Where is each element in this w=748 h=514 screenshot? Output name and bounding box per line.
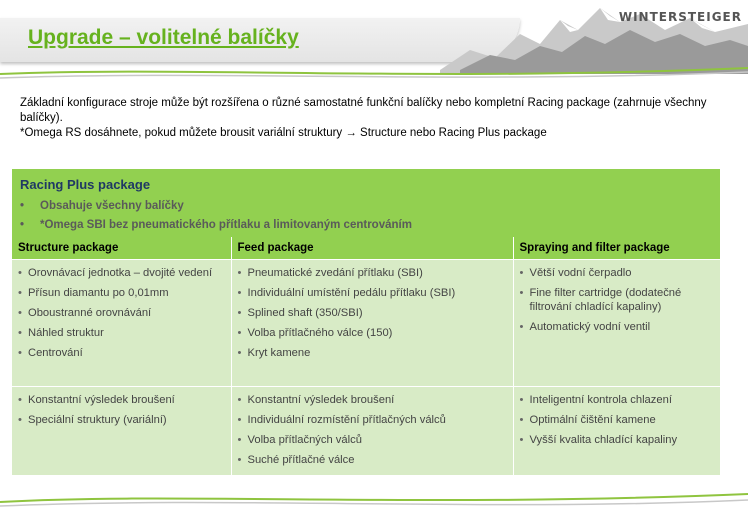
list-item: • Suché přítlačné válce — [238, 453, 507, 467]
list-item: • Optimální čištění kamene — [520, 413, 714, 427]
header — [0, 0, 748, 82]
list-item: • *Omega SBI bez pneumatického přítlaku a limitovaným centrováním — [18, 216, 412, 235]
intro-paragraph: Základní konfigurace stroje může být rozšířena o různé samostatné funkční balíčky nebo kompletní Racing package (zahrnuje všechny balíčky). — [20, 97, 707, 124]
list-item: • Volba přítlačných válců — [238, 433, 507, 447]
table-cell — [231, 260, 513, 387]
brand-logo: WINTERSTEIGER — [618, 10, 742, 24]
intro-text — [20, 96, 720, 141]
list-item: • Konstantní výsledek broušení — [18, 393, 225, 407]
list-item: • Oboustranné orovnávání — [18, 306, 225, 320]
table-cell — [231, 387, 513, 476]
list-item: • Orovnávací jednotka – dvojité vedení — [18, 266, 225, 280]
list-item: • Pneumatické zvedání přítlaku (SBI) — [238, 266, 507, 280]
page-title: Upgrade – volitelné balíčky — [28, 26, 299, 49]
racing-plus-list — [18, 197, 412, 235]
intro-note: *Omega RS dosáhnete, pokud můžete brousit variální struktury → Structure nebo Racing Plus package — [20, 127, 547, 139]
list-item: • Přísun diamantu po 0,01mm — [18, 286, 225, 300]
racing-plus-panel — [12, 169, 720, 237]
list-item: • Kryt kamene — [238, 346, 507, 360]
racing-plus-title: Racing Plus package — [20, 177, 151, 192]
list-item: • Konstantní výsledek broušení — [238, 393, 507, 407]
list-item: • Speciální struktury (variální) — [18, 413, 225, 427]
list-item: • Inteligentní kontrola chlazení — [520, 393, 714, 407]
table-header-row — [12, 237, 720, 260]
list-item: • Obsahuje všechny balíčky — [18, 197, 412, 216]
top-swoosh-decoration — [0, 60, 748, 82]
column-header: Structure package — [12, 237, 231, 260]
table-cell — [12, 387, 231, 476]
list-item: • Individuální rozmístění přítlačných válců — [238, 413, 507, 427]
list-item: • Automatický vodní ventil — [520, 320, 714, 334]
list-item: • Vyšší kvalita chladící kapaliny — [520, 433, 714, 447]
table-cell — [513, 260, 720, 387]
list-item: • Volba přítlačného válce (150) — [238, 326, 507, 340]
table-row — [12, 260, 720, 387]
table-row — [12, 387, 720, 476]
list-item: • Splined shaft (350/SBI) — [238, 306, 507, 320]
list-item: • Fine filter cartridge (dodatečné filtrování chladící kapaliny) — [520, 286, 714, 314]
bottom-swoosh-decoration — [0, 482, 748, 512]
table-cell — [513, 387, 720, 476]
column-header: Feed package — [231, 237, 513, 260]
list-item: • Větší vodní čerpadlo — [520, 266, 714, 280]
column-header: Spraying and filter package — [513, 237, 720, 260]
table-cell — [12, 260, 231, 387]
list-item: • Centrování — [18, 346, 225, 360]
packages-table — [12, 237, 721, 476]
list-item: • Náhled struktur — [18, 326, 225, 340]
list-item: • Individuální umístění pedálu přítlaku (SBI) — [238, 286, 507, 300]
